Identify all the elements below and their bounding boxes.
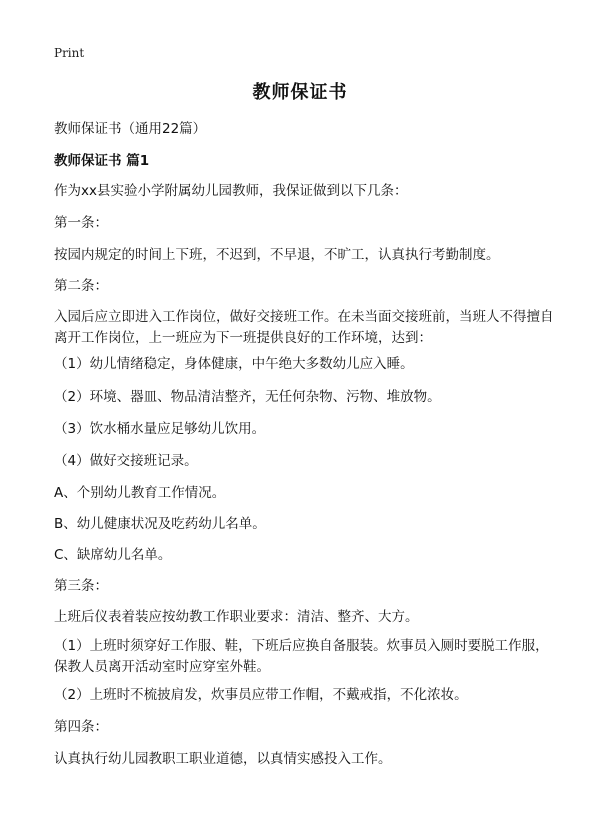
paragraph: 第二条： bbox=[54, 278, 108, 294]
list-item: C、缺席幼儿名单。 bbox=[54, 547, 172, 563]
paragraph: 第三条： bbox=[54, 578, 108, 594]
document-title: 教师保证书 bbox=[252, 82, 348, 103]
list-item: （4）做好交接班记录。 bbox=[54, 453, 198, 469]
list-item: A、个别幼儿教育工作情况。 bbox=[54, 485, 226, 501]
print-link[interactable]: Print bbox=[54, 46, 85, 60]
list-item: （1）上班时须穿好工作服、鞋，下班后应换自备服装。炊事员入厕时要脱工作服，保教人员离开活动室时应穿室外鞋。 bbox=[54, 638, 549, 675]
paragraph: 入园后应立即进入工作岗位，做好交接班工作。在未当面交接班前，当班人不得擅自离开工作岗位，上一班应为下一班提供良好的工作环境，达到： bbox=[54, 309, 554, 346]
paragraph: 按园内规定的时间上下班，不迟到，不早退，不旷工，认真执行考勤制度。 bbox=[54, 247, 500, 263]
paragraph: 第一条： bbox=[54, 215, 108, 231]
list-item: B、幼儿健康状况及吃药幼儿名单。 bbox=[54, 516, 266, 532]
list-item: （1）幼儿情绪稳定，身体健康，中午绝大多数幼儿应入睡。 bbox=[54, 356, 414, 372]
list-item: （2）环境、器皿、物品清洁整齐，无任何杂物、污物、堆放物。 bbox=[54, 389, 441, 405]
paragraph: 上班后仪表着装应按幼教工作职业要求：清洁、整齐、大方。 bbox=[54, 609, 419, 625]
paragraph: 作为xx县实验小学附属幼儿园教师，我保证做到以下几条： bbox=[54, 183, 408, 199]
paragraph: 第四条： bbox=[54, 719, 108, 735]
document-subtitle: 教师保证书（通用22篇） bbox=[54, 121, 207, 137]
list-item: （2）上班时不梳披肩发，炊事员应带工作帽，不戴戒指，不化浓妆。 bbox=[54, 687, 468, 703]
section-title: 教师保证书 篇1 bbox=[54, 153, 150, 169]
list-item: （3）饮水桶水量应足够幼儿饮用。 bbox=[54, 421, 266, 437]
paragraph: 认真执行幼儿园教职工职业道德，以真情实感投入工作。 bbox=[54, 751, 392, 767]
